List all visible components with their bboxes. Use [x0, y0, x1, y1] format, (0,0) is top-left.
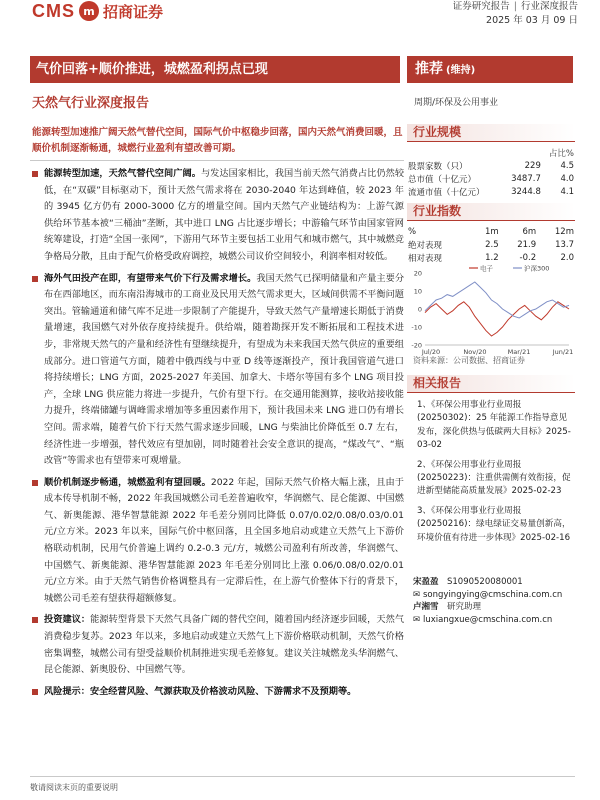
- table-row: [407, 172, 575, 185]
- analyst-name: 宋盈盈: [413, 577, 439, 587]
- col-header: 12m: [554, 226, 574, 237]
- paragraph-text: 能源转型背景下天然气具备广阔的替代空间，随着国内经济逐步回暖，天然气消费稳步复苏。2023 年以来，多地启动或建立天然气上下游价格联动机制，天然气价格密集调整，城燃公司有望受益顺价机制推进实现毛差修复。建议关注城燃龙头华润燃气、昆仑能源、新奥股份、中国燃气等。: [44, 614, 405, 676]
- y-tick-label: -10: [411, 323, 422, 332]
- report-date: 2025 年 03 月 09 日: [486, 15, 578, 26]
- footer-divider: [30, 776, 575, 777]
- paragraph-lead: 投资建议：: [44, 614, 91, 626]
- scale-label: 总市值（十亿元）: [408, 174, 477, 185]
- legend-label: 沪深300: [524, 264, 550, 273]
- industry-index-section: [407, 203, 575, 264]
- paragraph-lead: 风险提示：: [44, 685, 90, 697]
- x-tick-label: Jun/21: [552, 348, 574, 356]
- bullet-square-icon: [32, 276, 38, 282]
- cell: 21.9: [517, 239, 537, 250]
- report-subtitle: 天然气行业深度报告: [32, 96, 150, 111]
- paragraph-5: [30, 684, 404, 701]
- bullet-square-icon: [32, 480, 38, 486]
- cell: -0.2: [519, 252, 537, 263]
- logo-seal-icon: m: [79, 1, 99, 21]
- col-header: 1m: [484, 226, 499, 237]
- paragraph-2: [30, 271, 404, 470]
- y-tick-label: -20: [411, 341, 422, 350]
- bullet-square-icon: [32, 171, 38, 177]
- analyst-block: [413, 576, 562, 627]
- analyst-cert: 研究助理: [447, 602, 482, 613]
- index-table: [407, 225, 575, 264]
- divider: [30, 160, 404, 161]
- index-chart-svg: [407, 263, 575, 359]
- list-item[interactable]: 2、《环保公用事业行业周报(20250223)：注重供需侧有效衔接，促进新型储能高质量发展》2025-02-23: [417, 459, 571, 497]
- chart-source: 资料来源：公司数据、招商证券: [413, 356, 525, 365]
- row-label: 相对表现: [408, 253, 443, 264]
- bullet-square-icon: [32, 689, 38, 695]
- table-row: [407, 185, 575, 198]
- cell: 1.2: [485, 252, 499, 263]
- y-tick-label: 0: [417, 305, 422, 314]
- series-line-1: [425, 302, 569, 336]
- y-tick-label: 10: [413, 287, 422, 296]
- paragraph-text: 安全经营风险、气源获取及价格波动风险、下游需求不及预期等。: [89, 685, 357, 697]
- related-reports-section: [407, 375, 575, 551]
- legend-label: 电子: [480, 264, 493, 273]
- cell: 2.5: [485, 239, 499, 250]
- report-type: 证券研究报告: [452, 1, 510, 12]
- row-label: 绝对表现: [408, 240, 443, 251]
- scale-value: 3487.7: [511, 173, 541, 184]
- y-tick-label: 20: [413, 269, 422, 278]
- logo-cn: 招商证券: [103, 2, 164, 21]
- mail-icon: ✉: [413, 615, 421, 626]
- x-tick-label: Nov/20: [463, 348, 487, 356]
- logo-en: CMS: [32, 0, 75, 21]
- table-row: [407, 146, 575, 159]
- rating-label: 推荐: [415, 61, 443, 77]
- paragraph-lead: 海外气田投产在即，有望带来气价下行及需求增长。: [44, 272, 257, 284]
- series-line-2: [425, 282, 569, 318]
- analyst-email[interactable]: songyingying@cmschina.com.cn: [423, 589, 563, 600]
- scale-pct: 4.1: [560, 186, 574, 197]
- analyst-email[interactable]: luxiangxue@cmschina.com.cn: [423, 615, 553, 626]
- company-logo: [32, 0, 163, 22]
- paragraph-lead: 能源转型加速，天然气替代空间广阔。: [44, 168, 201, 179]
- report-subtype: 行业深度报告: [520, 1, 578, 12]
- scale-pct: 4.5: [560, 160, 574, 171]
- paragraph-lead: 顺价机制逐步畅通，城燃盈利有望回暖。: [44, 476, 211, 488]
- paragraph-text: 与发达国家相比，我国当前天然气消费占比仍然较低，在“双碳”目标驱动下，预计天然气需求将在 2030-2040 年达到峰值，较 2023 年的 3945 亿方仍有 2000-3000 亿方的增量空间。国内天然气产业链结构为：上游气源供给环节基本被“三桶油”垄断，其中进口 LNG 占比逐步增长；中游输气环节由国家管网统筹建设，打造“全国一张网”，下游用气环节主要包括工业用气和城市燃气，其中城燃竞争格局分散，且由于配气价格受政府调控，城燃公司议价空间较小，利润率相对较低。: [44, 168, 405, 262]
- rating-bar: [407, 56, 573, 83]
- list-item[interactable]: 1、《环保公用事业行业周报(20250302)：25 年能源工作指导意见发布，深化供热与低碳两大目标》2025-03-02: [417, 400, 571, 451]
- x-tick-label: Mar/21: [507, 348, 531, 356]
- rating-sub: (维持): [446, 65, 476, 76]
- table-row: [407, 225, 575, 238]
- paragraph-4: [30, 612, 404, 678]
- analyst-cert: S1090520080001: [447, 577, 523, 587]
- department: 周期/环保及公用事业: [414, 98, 499, 108]
- summary-text: 能源转型加速推广阔天然气替代空间，国际气价中枢稳步回落，国内天然气消费回暖，且顺价机制逐渐畅通，城燃行业盈利有望改善可期。: [32, 127, 403, 154]
- scale-table: [407, 146, 575, 198]
- scale-label: 流通市值（十亿元）: [408, 187, 485, 198]
- scale-value: 229: [524, 160, 541, 171]
- main-body: [30, 166, 404, 705]
- col-header: 6m: [522, 226, 537, 237]
- scale-value: 3244.8: [511, 186, 541, 197]
- related-heading: 相关报告: [407, 375, 575, 393]
- pct-header: 占比%: [548, 148, 574, 159]
- index-heading: 行业指数: [407, 203, 575, 221]
- col-header: %: [408, 226, 417, 237]
- paragraph-1: [30, 166, 404, 266]
- page-header: [0, 0, 600, 30]
- report-title: 气价回落+顺价推进，城燃盈利拐点已现: [30, 56, 400, 83]
- cell: 13.7: [555, 239, 574, 250]
- cell: 2.0: [560, 252, 574, 263]
- bullet-square-icon: [32, 617, 38, 623]
- paragraph-text: 我国天然气已探明储量和产量主要分布在西部地区，而东南沿海城市的工商业及民用天然气需求更大，区域间供需不平衡问题突出。管输通道和储气库不足进一步限制了产能提升，导致天然气产量增速长期低于消费量增速，我国燃气对外依存度持续提升。供给端，随着勘探开发不断拓展和工程技术进步，非常规天然气的产量和经济性有望继续提升，有望成为未来我国天然气供应的重要组成部分。进口管道气方面，随着中俄西线与中亚 D 线等逐渐投产，预计我国管道气进口将持续增长；LNG 方面，2025-2027 年美国、加拿大、卡塔尔等国有多个 LNG 项目投产，全球 LNG 供应能力将进一步提升，气价有望下行。在交通用能测算，接收站接收能力提升，终端储罐与调峰需求增加等多重因素作用下，预计我国未来 LNG 进口仍有增长空间。需求端，随着气价下行天然气需求逐步回暖，LNG 与柴油比价降低至 0.7 左右，经济性进一步增强，替代效应有望加剧，同时随着社会安全意识的提高，“煤改气”、“瓶改管”等需求也有望带来可观增量。: [44, 272, 405, 467]
- mail-icon: ✉: [413, 589, 421, 600]
- paragraph-3: [30, 475, 404, 608]
- footer-note: 敬请阅读末页的重要说明: [30, 783, 118, 792]
- report-meta: 证券研究报告 | 行业深度报告 2025 年 03 月 09 日: [452, 1, 578, 26]
- analyst-name: 卢湘雪: [413, 602, 439, 613]
- related-list: [407, 399, 575, 545]
- scale-heading: 行业规模: [407, 124, 575, 142]
- scale-pct: 4.0: [560, 173, 574, 184]
- list-item[interactable]: 3、《环保公用事业行业周报(20250216)：绿电绿证交易量创新高，环境价值有待进一步体现》2025-02-16: [417, 505, 571, 543]
- industry-scale-section: [407, 124, 575, 198]
- x-tick-label: Jul/20: [421, 348, 441, 356]
- table-row: [407, 159, 575, 172]
- paragraph-text: 2022 年起，国际天然气价格大幅上涨，且由于成本传导机制不畅，2022 年我国城燃公司毛差普遍收窄，华润燃气、昆仑能源、中国燃气、新奥能源、港华智慧能源 2022 年毛差分别同比降低 0.07/0.02/0.08/0.03/0.01 元/立方米。2023 年以来，国际气价中枢回落，且全国多地启动或建立天然气上下游价格联动机制，民用气价普遍上调约 0.2-0.3 元/方，城燃公司盈利有所改善，华润燃气、中国燃气、新奥能源、港华智慧能源 2023 年毛差分别同比上涨 0.06/0.08/0.02/0.01 元/立方米。由于天然气销售价格调整具有一定滞后性，在上游气价整体下行的背景下，城燃公司毛差有望获得超额修复。: [44, 476, 404, 604]
- table-row: [407, 238, 575, 251]
- scale-label: 股票家数（只）: [408, 161, 468, 172]
